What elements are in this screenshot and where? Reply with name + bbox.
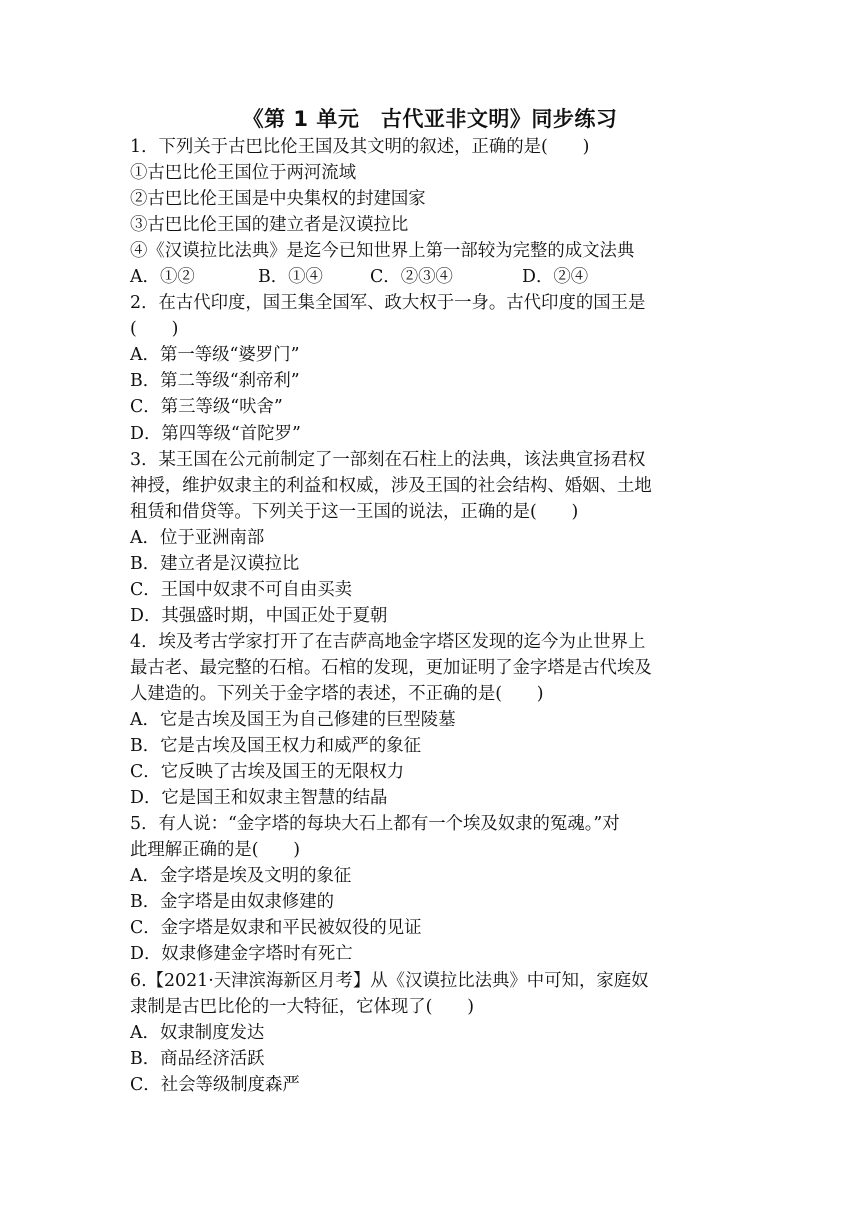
question-5-option-a: A．金字塔是埃及文明的象征 xyxy=(130,866,352,887)
question-3-stem-line-1: 3．某王国在公元前制定了一部刻在石柱上的法典，该法典宣扬君权 xyxy=(130,449,646,470)
question-1-options xyxy=(130,264,736,290)
question-2-stem-line-2: ( ) xyxy=(130,319,179,340)
question-1-stem: 1．下列关于古巴比伦王国及其文明的叙述，正确的是( ) xyxy=(130,137,590,157)
question-6-option-a: A．奴隶制度发达 xyxy=(130,1022,265,1043)
question-4-option-b: B．它是古埃及国王权力和威严的象征 xyxy=(130,736,422,757)
question-2-option-b: B．第二等级“刹帝利” xyxy=(130,371,300,392)
question-4-option-a: A．它是古埃及国王为自己修建的巨型陵墓 xyxy=(130,710,456,731)
question-2-option-d: D．第四等级“首陀罗” xyxy=(130,423,301,444)
question-2-stem-line-1: 2．在古代印度，国王集全国军、政大权于一身。古代印度的国王是 xyxy=(130,293,646,314)
question-5-stem-line-1: 5．有人说：“金字塔的每块大石上都有一个埃及奴隶的冤魂。”对 xyxy=(130,814,620,835)
question-1-statement-3: ③古巴比伦王国的建立者是汉谟拉比 xyxy=(130,215,409,236)
question-4-stem-line-2: 最古老、最完整的石棺。石棺的发现，更加证明了金字塔是古代埃及 xyxy=(130,657,652,678)
question-1-option-a: A．①② xyxy=(130,267,195,288)
question-5-option-d: D．奴隶修建金字塔时有死亡 xyxy=(130,944,353,965)
question-1-option-b: B．①④ xyxy=(258,267,323,288)
question-4-stem-line-3: 人建造的。下列关于金字塔的表述，不正确的是( ) xyxy=(130,683,544,704)
question-5-option-b: B．金字塔是由奴隶修建的 xyxy=(130,892,335,913)
question-3-stem-line-3: 租赁和借贷等。下列关于这一王国的说法，正确的是( ) xyxy=(130,501,579,522)
document-body xyxy=(130,134,736,1098)
question-3-option-d: D．其强盛时期，中国正处于夏朝 xyxy=(130,605,388,626)
question-5-stem-line-2: 此理解正确的是( ) xyxy=(130,840,301,861)
question-3-option-c: C．王国中奴隶不可自由买卖 xyxy=(130,579,352,600)
question-1-statement-4: ④《汉谟拉比法典》是迄今已知世界上第一部较为完整的成文法典 xyxy=(130,241,635,262)
question-5-option-c: C．金字塔是奴隶和平民被奴役的见证 xyxy=(130,918,422,939)
question-4-option-d: D．它是国王和奴隶主智慧的结晶 xyxy=(130,788,388,809)
question-3-option-b: B．建立者是汉谟拉比 xyxy=(130,553,300,574)
question-2-option-c: C．第三等级“吠舍” xyxy=(130,397,283,418)
question-3-option-a: A．位于亚洲南部 xyxy=(130,527,265,548)
question-2-option-a: A．第一等级“婆罗门” xyxy=(130,345,300,366)
question-6-stem-line-1: 6.【2021·天津滨海新区月考】从《汉谟拉比法典》中可知，家庭奴 xyxy=(130,970,649,991)
question-1-statement-2: ②古巴比伦王国是中央集权的封建国家 xyxy=(130,189,426,210)
question-1-option-c: C．②③④ xyxy=(370,267,453,288)
question-6-option-c: C．社会等级制度森严 xyxy=(130,1074,300,1095)
question-6-stem-line-2: 隶制是古巴比伦的一大特征，它体现了( ) xyxy=(130,996,474,1017)
question-1-statement-1: ①古巴比伦王国位于两河流域 xyxy=(130,163,357,184)
question-6-option-b: B．商品经济活跃 xyxy=(130,1048,265,1069)
document-title: 《第 1 单元 古代亚非文明》同步练习 xyxy=(242,107,618,131)
question-4-stem-line-1: 4．埃及考古学家打开了在吉萨高地金字塔区发现的迄今为止世界上 xyxy=(130,631,646,652)
question-1-option-d: D．②④ xyxy=(522,267,589,288)
question-3-stem-line-2: 神授，维护奴隶主的利益和权威，涉及王国的社会结构、婚姻、土地 xyxy=(130,475,652,496)
question-4-option-c: C．它反映了古埃及国王的无限权力 xyxy=(130,762,405,783)
